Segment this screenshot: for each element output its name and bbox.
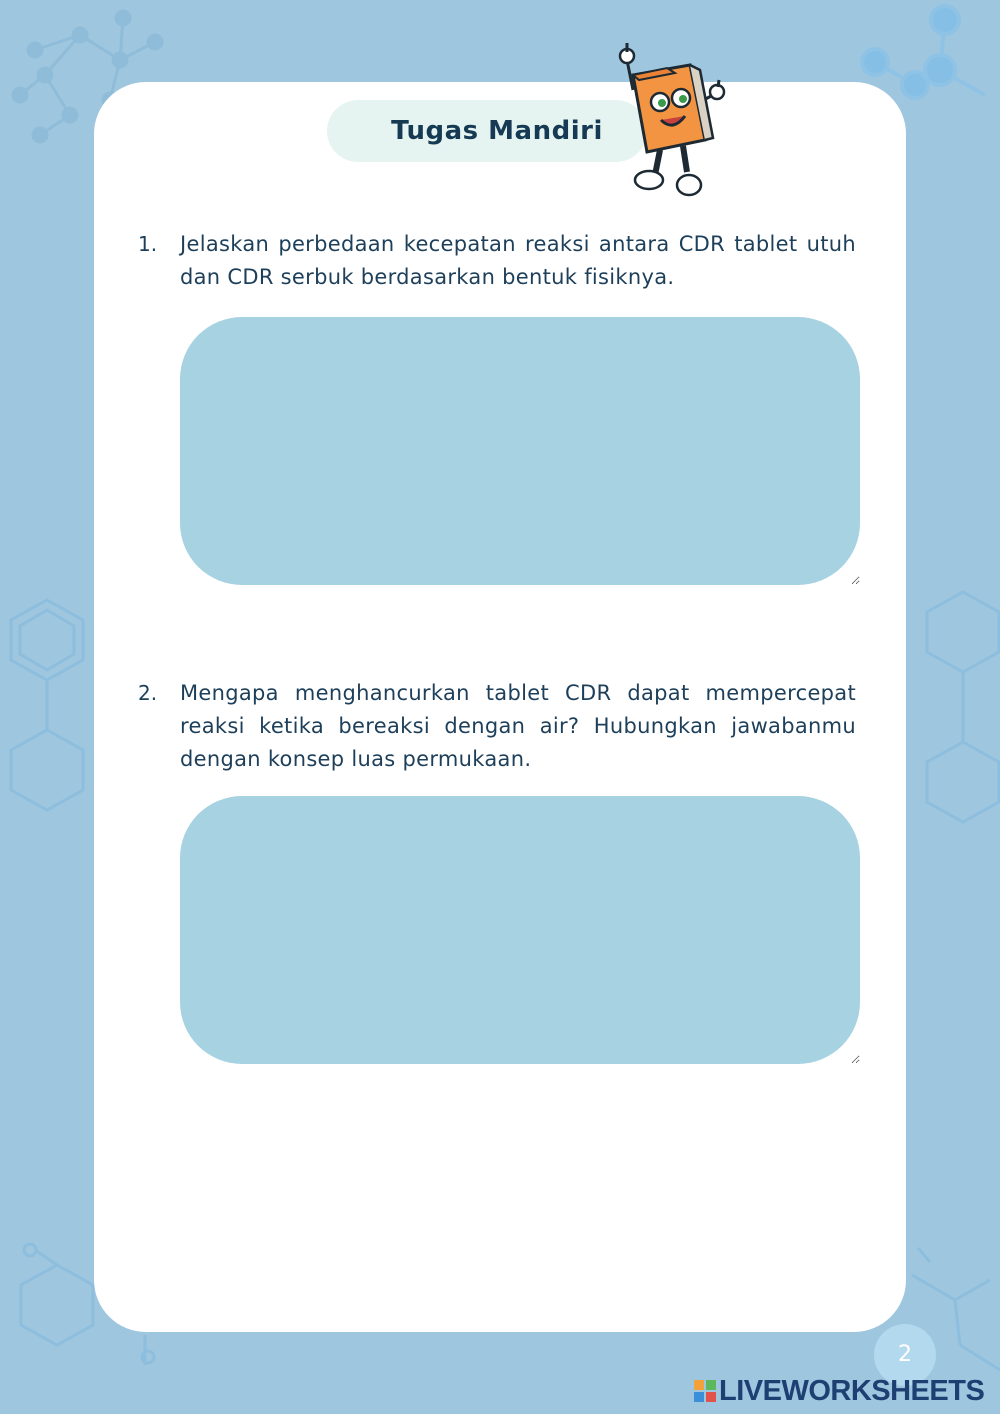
answer-2-input[interactable] (180, 796, 860, 1064)
liveworksheets-logo-icon (694, 1380, 716, 1402)
question-2-text: Mengapa menghancurkan tablet CDR dapat mempercepat reaksi ketika bereaksi dengan air? Hubungkan jawabanmu dengan konsep luas permukaan. (180, 681, 856, 771)
brand-name: LIVEWORKSHEETS (719, 1374, 985, 1407)
question-1-text: Jelaskan perbedaan kecepatan reaksi antara CDR tablet utuh dan CDR serbuk berdasarkan bentuk fisiknya. (180, 232, 856, 289)
answer-1-input[interactable] (180, 317, 860, 585)
book-mascot-icon (605, 40, 735, 205)
page-number: 2 (898, 1342, 912, 1367)
liveworksheets-logo (694, 1374, 994, 1408)
question-2-number: 2. (138, 681, 158, 705)
page-title: Tugas Mandiri (391, 116, 603, 146)
question-1-number: 1. (138, 232, 158, 256)
